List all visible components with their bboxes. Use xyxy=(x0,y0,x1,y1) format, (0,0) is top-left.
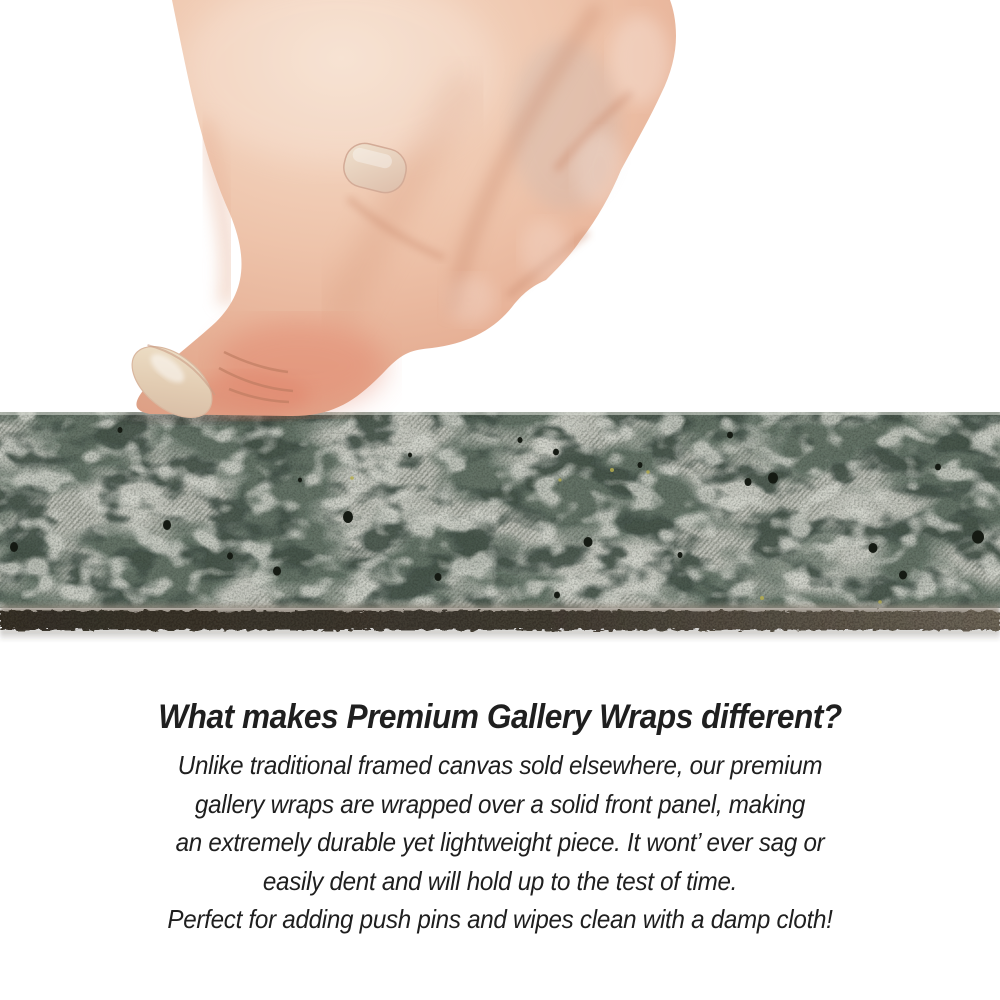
canvas-grain xyxy=(0,412,1000,608)
canvas-back-edge-grain xyxy=(0,611,1000,630)
canvas-strip-graphic xyxy=(0,410,1000,641)
hand-graphic xyxy=(119,0,676,432)
body-line-3: an extremely durable yet lightweight piece. It wont’ ever sag or xyxy=(175,827,825,857)
body-line-4: easily dent and will hold up to the test of time. xyxy=(262,865,738,896)
knuckle-highlight-1 xyxy=(610,15,670,105)
body-line-5: Perfect for adding push pins and wipes clean with a damp cloth! xyxy=(167,904,833,934)
knuckle-highlight-4 xyxy=(444,276,496,324)
knuckle-highlight-2 xyxy=(574,132,626,208)
copy-block xyxy=(35,698,965,939)
knuckle-highlight-3 xyxy=(521,220,569,280)
canvas-drop-shadow xyxy=(0,629,1000,641)
headline: What makes Premium Gallery Wraps different? xyxy=(158,698,842,736)
body-line-1: Unlike traditional framed canvas sold elsewhere, our premium xyxy=(177,750,823,780)
body-line-2: gallery wraps are wrapped over a solid front panel, making xyxy=(194,788,806,819)
